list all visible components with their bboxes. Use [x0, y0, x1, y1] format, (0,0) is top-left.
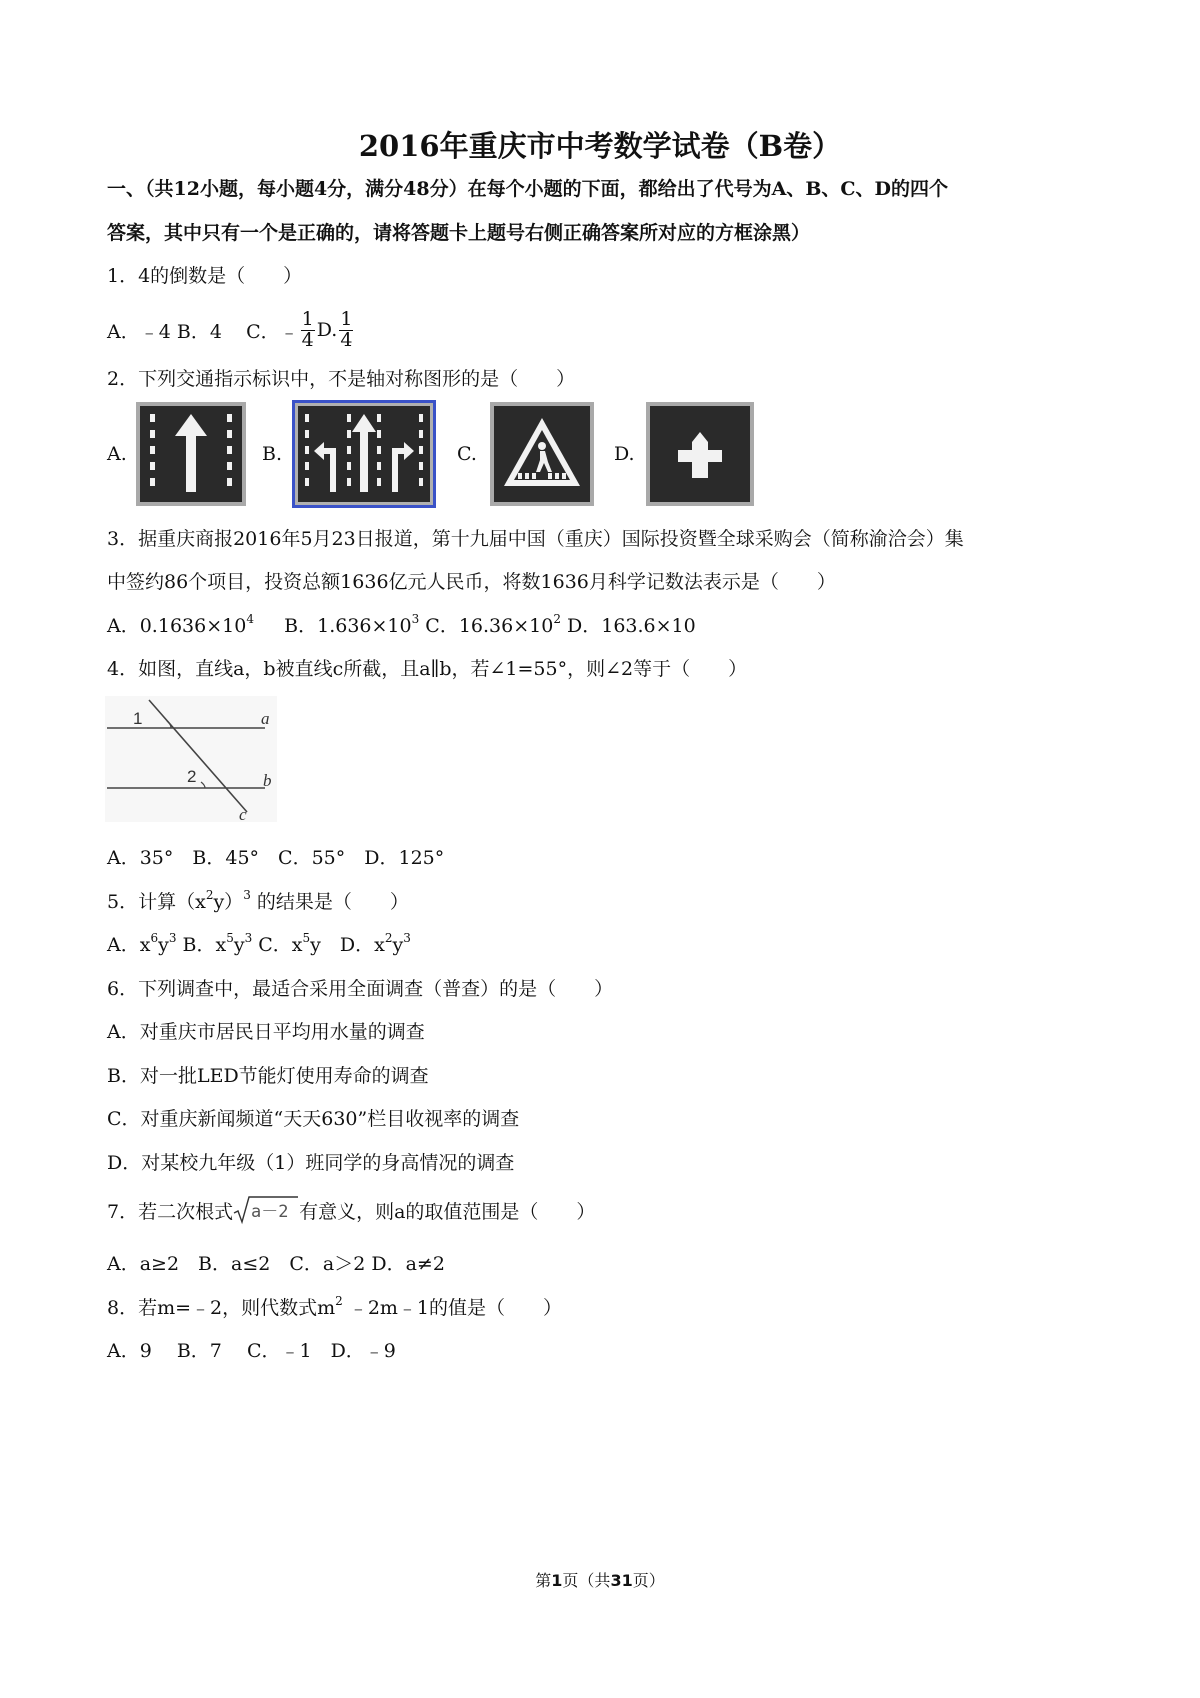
q6-option-a: A．对重庆市居民日平均用水量的调查	[107, 1021, 425, 1043]
q1-stem: 1．4的倒数是（ ）	[107, 265, 303, 287]
q1-option-d-fraction: $\frac{1}{4}$	[340, 307, 353, 351]
page-title: 2016年重庆市中考数学试卷（B卷）	[358, 129, 842, 163]
traffic-sign-b-lane-arrows-icon	[292, 400, 436, 508]
q1-option-c: C．﹣	[246, 320, 299, 343]
line-a-label: a	[261, 709, 270, 728]
q8-stem: 8．若m=﹣2，则代数式$m^2$ ﹣2m﹣1的值是（ ）	[107, 1294, 563, 1319]
q5-options: A．$x^6y^3$ B．$x^5y^3$ C．$x^5y$ D．$x^2y^3$	[107, 931, 411, 956]
q3-option-d: D．163.6×10	[567, 615, 696, 637]
angle-1-label: 1	[133, 709, 143, 728]
q3-option-a: A．0.1636×10	[107, 615, 247, 637]
q6-stem: 6．下列调查中，最适合采用全面调查（普查）的是（ ）	[107, 978, 614, 1000]
q2-label-d: D.	[614, 443, 635, 465]
q2-stem: 2．下列交通指示标识中，不是轴对称图形的是（ ）	[107, 368, 576, 390]
traffic-sign-d-cross-icon	[646, 402, 754, 506]
q1-option-d: D.	[316, 319, 338, 341]
q2-label-a: A.	[107, 443, 127, 465]
q1-options	[107, 306, 355, 354]
line-c-label: c	[239, 805, 247, 822]
traffic-sign-a-straight-arrow-icon	[136, 402, 246, 506]
q4-stem: 4．如图，直线a，b被直线c所截，且a∥b，若∠1=55°，则∠2等于（ ）	[107, 658, 748, 680]
line-b-label: b	[263, 771, 272, 790]
q1-option-c-fraction: $\frac{1}{4}$	[301, 307, 314, 351]
section-intro-line2: 答案，其中只有一个是正确的，请将答题卡上题号右侧正确答案所对应的方框涂黑）	[107, 222, 811, 244]
q6-option-c: C．对重庆新闻频道“天天630”栏目收视率的调查	[107, 1108, 520, 1130]
page-footer: 第1页（共31页）	[535, 1571, 665, 1590]
q4-options: A．35° B．45° C．55° D．125°	[107, 847, 445, 869]
q1-option-a: A．﹣4	[107, 320, 171, 343]
section-intro-line1: 一、（共12小题，每小题4分，满分48分）在每个小题的下面，都给出了代号为A、B、C、D的四个	[107, 178, 949, 200]
q2-label-c: C.	[457, 443, 477, 465]
q2-label-b: B.	[262, 443, 283, 465]
q5-stem: 5．计算$(x^2y)^3$ 的结果是（ ）	[107, 888, 409, 913]
svg-text:a－2: a－2	[251, 1202, 289, 1222]
q3-options: A．$0.1636\times 10^4$ B．$1.636\times 10^3$ C．$16.36\times 10^2$ D．163.6×10	[107, 612, 696, 637]
q3-stem-line1: 3．据重庆商报2016年5月23日报道，第十九届中国（重庆）国际投资暨全球采购会（简称渝洽会）集	[107, 528, 964, 550]
q1-option-b: B．4	[176, 320, 222, 343]
q8-options: A．9 B．7 C．﹣1 D．﹣9	[107, 1340, 396, 1362]
q7-options: A．a≥2 B．a≤2 C．a＞2 D．a≠2	[107, 1253, 445, 1275]
q3-stem-line2: 中签约86个项目，投资总额1636亿元人民币，将数1636月科学记数法表示是（ ）	[107, 571, 836, 593]
angle-2-label: 2	[187, 767, 197, 786]
q6-option-b: B．对一批LED节能灯使用寿命的调查	[107, 1065, 429, 1087]
q3-option-b: B．1.636×10	[284, 615, 412, 637]
traffic-sign-c-pedestrian-crossing-icon	[490, 402, 594, 506]
q7-stem: 7．若二次根式 a－2 有意义，则a的取值范围是（ ）	[107, 1195, 595, 1225]
q6-option-d: D．对某校九年级（1）班同学的身高情况的调查	[107, 1152, 515, 1174]
q3-option-c: C．16.36×10	[425, 615, 554, 637]
parallel-lines-figure	[105, 696, 277, 822]
square-root-expression	[233, 1195, 299, 1225]
